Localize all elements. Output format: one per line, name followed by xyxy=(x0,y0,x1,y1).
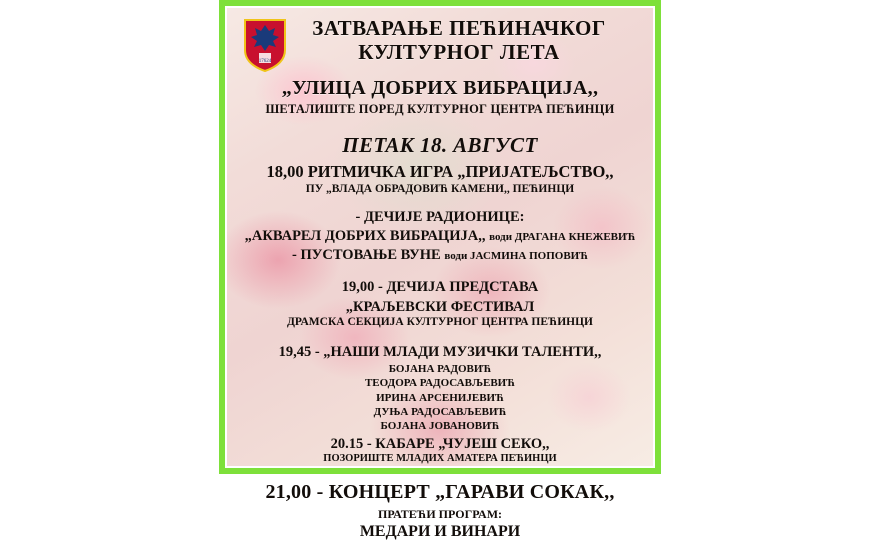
poster-title-line1: ЗАТВАРАЊЕ ПЕЋИНАЧКОГ xyxy=(312,16,606,40)
poster-day-title: ПЕТАК 18. АВГУСТ xyxy=(342,133,538,158)
list-item: ДУЊА РАДОСАВЉЕВИЋ xyxy=(373,405,507,418)
svg-text:17624: 17624 xyxy=(258,59,272,64)
list-item: ИРИНА АРСЕНИЈЕВИЋ xyxy=(376,391,504,404)
program-item-main-1: - ДЕЧИЈЕ РАДИОНИЦЕ: xyxy=(355,208,525,225)
program-item-main-4: 19,00 - ДЕЧИЈА ПРЕДСТАВА xyxy=(341,279,539,296)
list-item: ТЕОДОРА РАДОСАВЉЕВИЋ xyxy=(364,377,516,390)
finale-sub-value: МЕДАРИ И ВИНАРИ xyxy=(359,523,521,541)
program-item-sub-5: ДРАМСКА СЕКЦИЈА КУЛТУРНОГ ЦЕНТРА ПЕЋИНЦИ xyxy=(287,315,593,328)
program-item-sub-7: ПОЗОРИШТЕ МЛАДИХ АМАТЕРА ПЕЋИНЦИ xyxy=(323,452,557,464)
program-item-sub-2: води ДРАГАНА КНЕЖЕВИЋ xyxy=(489,230,636,243)
program-item-main-5: „КРАЉЕВСКИ ФЕСТИВАЛ xyxy=(345,298,535,315)
finale-sub-label: ПРАТЕЋИ ПРОГРАМ: xyxy=(377,507,503,522)
program-item-3 xyxy=(237,247,643,263)
finale-headline: 21,00 - КОНЦЕРТ „ГАРАВИ СОКАК,, xyxy=(265,481,615,504)
program-item-2 xyxy=(237,228,643,244)
program-item-main-0: 18,00 РИТМИЧКА ИГРА „ПРИЈАТЕЉСТВО,, xyxy=(266,162,614,182)
program-item-main-3: - ПУСТОВАЊЕ ВУНЕ xyxy=(291,247,441,264)
poster xyxy=(225,6,655,541)
program-item-main-7: 20.15 - КАБАРЕ „ЧУЈЕШ СЕКО,, xyxy=(330,435,550,452)
program-item-sub-0: ПУ „ВЛАДА ОБРАДОВИЋ КАМЕНИ,, ПЕЋИНЦИ xyxy=(305,182,575,195)
list-item: БОЈАНА ЈОВАНОВИЋ xyxy=(380,419,500,432)
poster-subtitle-place: ШЕТАЛИШТЕ ПОРЕД КУЛТУРНОГ ЦЕНТРА ПЕЋИНЦИ xyxy=(265,102,615,117)
poster-subtitle-quoted: „УЛИЦА ДОБРИХ ВИБРАЦИЈА,, xyxy=(281,77,599,100)
serbian-coat-of-arms-icon xyxy=(241,17,289,73)
talents-list xyxy=(237,362,643,432)
program-item-main-2: „АКВАРЕЛ ДОБРИХ ВИБРАЦИЈА,, xyxy=(244,227,486,244)
program-item-sub-3: води ЈАСМИНА ПОПОВИЋ xyxy=(444,250,589,263)
poster-title-line2: КУЛТУРНОГ ЛЕТА xyxy=(358,39,560,64)
poster-border xyxy=(219,0,661,541)
program-item-main-6: 19,45 - „НАШИ МЛАДИ МУЗИЧКИ ТАЛЕНТИ,, xyxy=(278,344,602,361)
list-item: БОЈАНА РАДОВИЋ xyxy=(388,363,492,376)
